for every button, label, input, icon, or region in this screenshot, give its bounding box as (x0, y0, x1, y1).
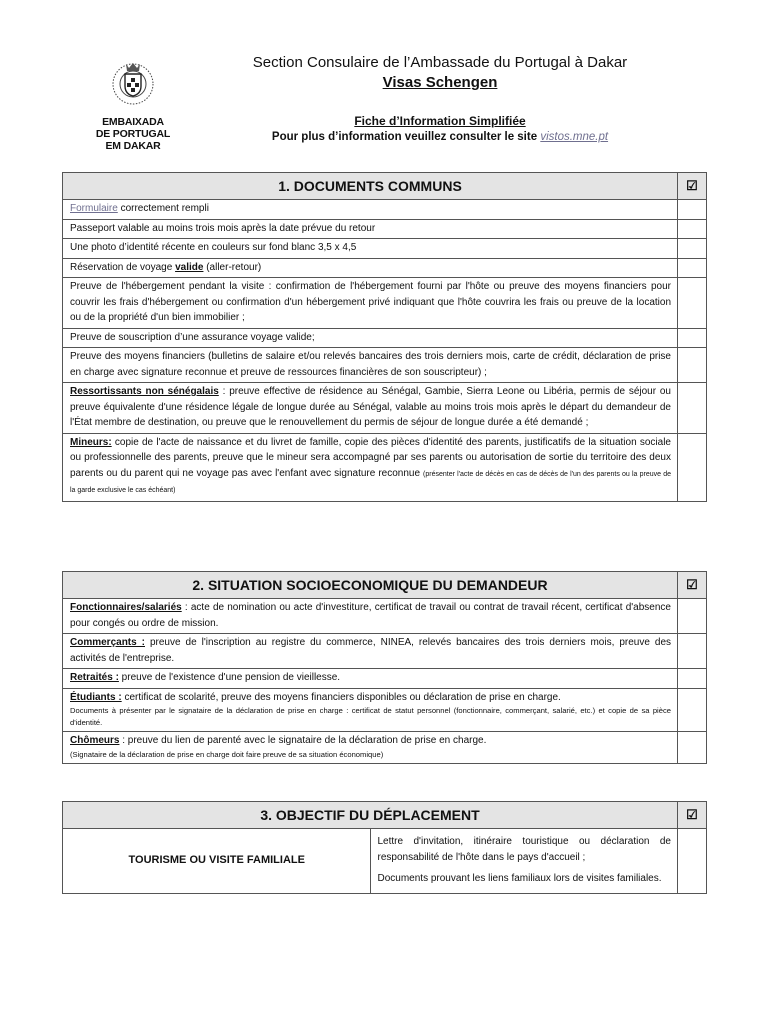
ressortissants-label: Ressortissants non sénégalais (70, 386, 219, 397)
section-documents-communs (62, 172, 707, 502)
row-tourisme-details (370, 829, 678, 894)
document-title: Section Consulaire de l’Ambassade du Portugal à Dakar (252, 54, 628, 71)
fonctionnaires-text: : acte de nomination ou acte d'investiture, certificat de travail ou contrat de travail récent, certificat d'absence pour congés ou ordre de mission. (70, 602, 671, 629)
etudiants-note: Documents à présenter par le signataire de la déclaration de prise en charge : certificat de statut personnel (fonctionnaire, commerçant, salarié, etc.) et copie de sa pièce d'identité. (70, 706, 671, 727)
checkbox-passeport[interactable] (678, 219, 707, 239)
ressortissants-text: : preuve effective de résidence au Sénégal, Gambie, Sierra Leone ou Libéria, permis de séjour ou preuve équivalente d'une résidence légale de longue durée au Sénégal, valable au moins trois mois après le départ du demandeur de l'État membre de destination, ou preuve que le renouvellement du permis de séjour de longue durée a été demandé ; (70, 386, 671, 428)
reservation-valide: valide (175, 261, 204, 273)
checkbox-assurance[interactable] (678, 328, 707, 348)
checkbox-fonctionnaires[interactable] (678, 599, 707, 634)
checkbox-hebergement[interactable] (678, 278, 707, 329)
checkbox-moyens-financiers[interactable] (678, 348, 707, 383)
checkbox-commercants[interactable] (678, 634, 707, 669)
row-reservation (63, 258, 678, 278)
section-objectif-deplacement (62, 801, 707, 894)
mineurs-label: Mineurs: (70, 436, 112, 448)
section-situation-socioeconomique (62, 571, 707, 764)
commercants-text: preuve de l'inscription au registre du commerce, NINEA, relevés bancaires des trois derniers mois, preuve des activités de l'entreprise. (70, 637, 672, 664)
logo-line-3: EM DAKAR (105, 140, 161, 152)
section-1-title: 1. DOCUMENTS COMMUNS (63, 173, 678, 200)
checkbox-header-icon: ☑ (678, 802, 707, 829)
row-retraites (63, 669, 678, 689)
checkbox-photo[interactable] (678, 239, 707, 259)
etudiants-label: Étudiants : (70, 691, 122, 703)
tourisme-line-1: Lettre d'invitation, itinéraire touristique ou déclaration de responsabilité de l'hôte dans le pays d'accueil ; (377, 836, 671, 863)
row-passeport: Passeport valable au moins trois mois après la date prévue du retour (63, 219, 678, 239)
row-commercants (63, 634, 678, 669)
row-chomeurs (63, 732, 678, 764)
checkbox-ressortissants[interactable] (678, 383, 707, 434)
mineurs-text: copie de l'acte de naissance et du livret de famille, copie des pièces d'identité des parents, justificatifs de la situation sociale ou professionnelle des parents, preuve que le mineur sera accompagné par ses parents ou autorisation de sortie du territoire des deux parents ou du parent qui ne voyage pas avec l'enfant avec signature reconnue (70, 436, 671, 479)
checkbox-chomeurs[interactable] (678, 732, 707, 764)
checkbox-header-icon: ☑ (678, 572, 707, 599)
row-mineurs (63, 433, 678, 501)
row-etudiants (63, 688, 678, 732)
document-subtitle: Visas Schengen (382, 74, 498, 91)
formulaire-text: correctement rempli (117, 203, 209, 214)
reservation-suffix: (aller-retour) (203, 261, 262, 273)
row-hebergement: Preuve de l'hébergement pendant la visite : confirmation de l'hébergement fourni par l'hôte ou preuve des moyens financiers pour couvrir les frais d'hébergement ou confirmation d'un hébergement privé indiquant que l'hôte couvrira les frais ou preuve de la location ou de la propriété d'un bien immobilier ; (63, 278, 678, 329)
checkbox-formulaire[interactable] (678, 200, 707, 220)
checkbox-tourisme[interactable] (678, 829, 707, 894)
chomeurs-text: : preuve du lien de parenté avec le signataire de la déclaration de prise en charge. (119, 735, 487, 746)
section-2-title: 2. SITUATION SOCIOECONOMIQUE DU DEMANDEUR (63, 572, 678, 599)
logo-line-2: DE PORTUGAL (95, 128, 171, 140)
logo-line-1: EMBAIXADA (102, 116, 164, 128)
row-formulaire (63, 200, 678, 220)
embassy-logo (78, 52, 188, 152)
etudiants-text: certificat de scolarité, preuve des moyens financiers disponibles ou déclaration de prise en charge. (121, 691, 561, 703)
info-line (200, 131, 680, 143)
row-moyens-financiers: Preuve des moyens financiers (bulletins de salaire et/ou relevés bancaires des trois derniers mois, carte de crédit, déclaration de prise en charge avec signature reconnue et preuve de ressources financières de son souscripteur) ; (63, 348, 678, 383)
retraites-text: preuve de l'existence d'une pension de vieillesse. (118, 672, 341, 683)
category-tourisme: TOURISME OU VISITE FAMILIALE (63, 829, 371, 894)
fiche-title: Fiche d’Information Simplifiée (354, 114, 526, 128)
info-prefix: Pour plus d’information veuillez consulter le site (271, 131, 541, 143)
checkbox-etudiants[interactable] (678, 688, 707, 732)
commercants-label: Commerçants : (70, 637, 145, 648)
tourisme-line-2: Documents prouvant les liens familiaux lors de visites familiales. (377, 873, 662, 884)
checkbox-header-icon: ☑ (678, 173, 707, 200)
website-link[interactable]: vistos.mne.pt (540, 131, 609, 143)
chomeurs-note: (Signataire de la déclaration de prise en charge doit faire preuve de sa situation économique) (70, 749, 384, 759)
checkbox-reservation[interactable] (678, 258, 707, 278)
section-3-title: 3. OBJECTIF DU DÉPLACEMENT (63, 802, 678, 829)
formulaire-link[interactable]: Formulaire (70, 203, 118, 214)
row-fonctionnaires (63, 599, 678, 634)
mineurs-note: (présenter l'acte de décès en cas de décès de l'un des parents ou la preuve de la garde exclusive le cas échéant) (70, 470, 671, 494)
fonctionnaires-label: Fonctionnaires/salariés (70, 602, 182, 613)
checkbox-retraites[interactable] (678, 669, 707, 689)
checkbox-mineurs[interactable] (678, 433, 707, 501)
reservation-prefix: Réservation de voyage (70, 261, 176, 273)
row-assurance: Preuve de souscription d’une assurance voyage valide; (63, 328, 678, 348)
portugal-coat-of-arms-icon (103, 52, 163, 112)
chomeurs-label: Chômeurs (70, 735, 120, 746)
retraites-label: Retraités : (70, 672, 119, 683)
row-photo: Une photo d’identité récente en couleurs sur fond blanc 3,5 x 4,5 (63, 239, 678, 259)
row-ressortissants (63, 383, 678, 434)
